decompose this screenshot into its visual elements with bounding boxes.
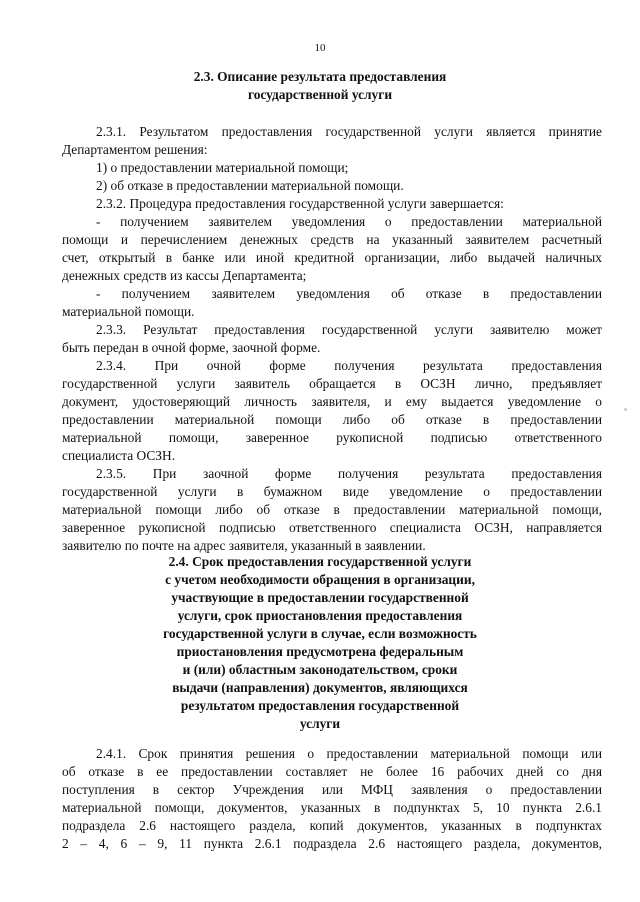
heading-line: участвующие в предоставлении государственной (171, 590, 469, 605)
heading-line: приостановления предусмотрена федеральным (176, 644, 464, 659)
paragraph-line: денежных средств из кассы Департамента; (62, 268, 307, 283)
heading-line: с учетом необходимости обращения в организации, (165, 572, 475, 587)
heading-line: услуги, срок приостановления предоставления (177, 608, 463, 623)
paragraph-line: счет, открытый в банке или иной кредитной организации, либо выдачей наличных (62, 250, 602, 265)
section-heading-2-3 (0, 68, 640, 104)
paragraph-line: 1) о предоставлении материальной помощи; (96, 160, 349, 175)
paragraph-line: документ, удостоверяющий личность заявителя, и ему выдается уведомление о (62, 394, 602, 409)
paragraph-line: Департаментом решения: (62, 142, 208, 157)
heading-line: 2.4. Срок предоставления государственной услуги (168, 554, 472, 569)
paragraph-line: 2.3.5. При заочной форме получения результата предоставления (96, 466, 602, 481)
heading-line: выдачи (направления) документов, являющихся (172, 680, 468, 695)
paragraph-line: быть передан в очной форме, заочной форме. (62, 340, 321, 355)
paragraph-line: 2.3.2. Процедура предоставления государственной услуги завершается: (96, 196, 504, 211)
paragraph-line: государственной услуги в бумажном виде уведомление о предоставлении (62, 484, 602, 499)
paragraph-line: государственной услуги заявитель обращается в ОСЗН лично, предъявляет (62, 376, 602, 391)
paragraph-line: - получением заявителем уведомления о предоставлении материальной (96, 214, 602, 229)
heading-line: результатом предоставления государственной (180, 698, 460, 713)
heading-line: 2.3. Описание результата предоставления (193, 69, 447, 84)
paragraph-line: 2.3.4. При очной форме получения результата предоставления (96, 358, 602, 373)
paragraph-line: заявителю по почте на адрес заявителя, указанный в заявлении. (62, 538, 426, 553)
paragraph-line: поступления в сектор Учреждения или МФЦ заявления о предоставлении (62, 782, 602, 797)
heading-line: государственной услуги (247, 87, 393, 102)
paragraph-line: - получением заявителем уведомления об отказе в предоставлении (96, 286, 602, 301)
paragraph-line: материальной помощи, заверенное рукописной подписью ответственного (62, 430, 602, 445)
paragraph-line: 2.3.3. Результат предоставления государственной услуги заявителю может (96, 322, 602, 337)
heading-line: и (или) областным законодательством, сроки (182, 662, 458, 677)
paragraph-line: предоставлении материальной помощи либо об отказе в предоставлении (62, 412, 602, 427)
paragraph-line: материальной помощи. (62, 304, 195, 319)
section-heading-2-4 (0, 553, 640, 733)
paragraph-line: об отказе в ее предоставлении составляет не более 16 рабочих дней со дня (62, 764, 602, 779)
heading-line: государственной услуги в случае, если возможность (163, 626, 477, 641)
paragraph-line: подраздела 2.6 настоящего раздела, копий документов, указанных в подпунктах (62, 818, 602, 833)
paragraph-line: материальной помощи, документов, указанных в подпунктах 5, 10 пункта 2.6.1 (62, 800, 602, 815)
scan-speck (624, 408, 627, 411)
paragraph-line: 2.4.1. Срок принятия решения о предоставлении материальной помощи или (96, 746, 602, 761)
paragraph-line: 2.3.1. Результатом предоставления государственной услуги является принятие (96, 124, 602, 139)
paragraph-line: заверенное рукописной подписью ответственного специалиста ОСЗН, направляется (62, 520, 602, 535)
paragraph-line: 2) об отказе в предоставлении материальной помощи. (96, 178, 404, 193)
paragraph-line: 2 – 4, 6 – 9, 11 пункта 2.6.1 подраздела 2.6 настоящего раздела, документов, (62, 836, 602, 851)
paragraph-line: материальной помощи либо об отказе в предоставлении материальной помощи, (62, 502, 602, 517)
paragraph-line: специалиста ОСЗН. (62, 448, 176, 463)
page-number: 10 (314, 42, 326, 54)
paragraph-line: помощи и перечислением денежных средств на указанный заявителем расчетный (62, 232, 602, 247)
heading-line: услуги (299, 716, 341, 731)
